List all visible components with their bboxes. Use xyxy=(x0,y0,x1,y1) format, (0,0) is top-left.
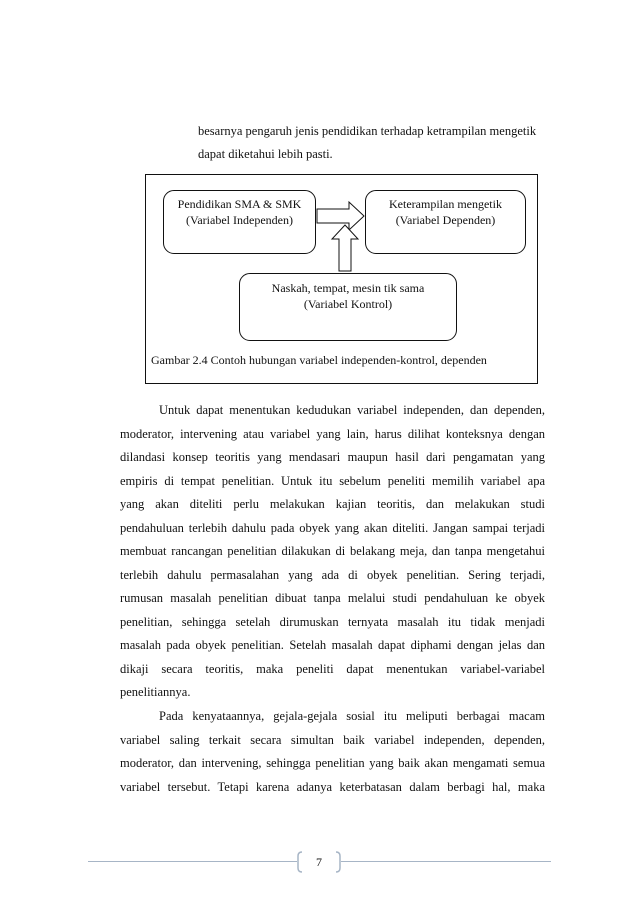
page-number: 7 xyxy=(316,855,322,869)
right-bracket-icon xyxy=(335,851,341,873)
independent-variable-name: Pendidikan SMA & SMK xyxy=(177,197,302,211)
footer-rule-left xyxy=(88,861,297,862)
paragraph-line: dikaji secara teoritis, maka peneliti dapat menentukan variabel-variabel xyxy=(120,661,545,676)
right-arrow-icon xyxy=(317,202,364,230)
paragraph-line: Pada kenyataannya, gejala-gejala sosial itu meliputi berbagai macam xyxy=(159,709,545,723)
paragraph-line: rumusan masalah penelitian dibuat tanpa melalui studi pendahuluan ke obyek xyxy=(120,591,545,605)
figure-caption: Gambar 2.4 Contoh hubungan variabel independen-kontrol, dependen xyxy=(151,353,487,367)
paragraph-line: membuat rancangan penelitian dilakukan di belakang meja, dan tanpa mengetahui xyxy=(120,544,545,558)
paragraph-line: moderator, intervening atau variabel yang lain, harus dilihat konteksnya dengan xyxy=(120,426,545,441)
paragraph-line: pendahuluan terlebih dahulu pada obyek yang akan diteliti. Jangan sampai terjadi xyxy=(120,520,545,535)
dependent-variable-name: Keterampilan mengetik xyxy=(389,197,502,211)
paragraph-line: terlebih dahulu permasalahan yang ada di obyek penelitian. Sering terjadi, xyxy=(120,567,545,582)
paragraph-line: dilandasi konsep teoritis yang mendasari maupun hasil dari pengamatan yang xyxy=(120,450,545,464)
paragraph-line: penelitian, sehingga setelah dirumuskan ternyata masalah itu tidak menjadi xyxy=(120,614,545,629)
paragraph-line: empiris di tempat penelitian. Untuk itu sebelum peneliti memilih variabel apa xyxy=(120,473,545,488)
figure-2-4 xyxy=(145,174,538,384)
paragraph-line: Untuk dapat menentukan kedudukan variabel independen, dan dependen, xyxy=(159,403,545,417)
footer-rule-right xyxy=(341,861,551,862)
intro-line-1: besarnya pengaruh jenis pendidikan terhadap ketrampilan mengetik xyxy=(198,124,537,138)
paragraph-line: yang akan diteliti perlu melakukan kajian teoritis, dan melakukan studi xyxy=(120,497,545,511)
independent-variable-label: (Variabel Independen) xyxy=(186,213,293,227)
paragraph-line: variabel tersebut. Tetapi karena adanya keterbatasan dalam berbagi hal, maka xyxy=(120,779,545,794)
paragraph-2 xyxy=(120,705,545,799)
paragraph-1 xyxy=(120,399,545,705)
intro-line-2: dapat diketahui lebih pasti. xyxy=(198,147,333,161)
control-variable-label: (Variabel Kontrol) xyxy=(303,297,393,311)
paragraph-line: variabel saling terkait secara simultan baik variabel independen, dependen, xyxy=(120,732,545,747)
control-variable-name: Naskah, tempat, mesin tik sama xyxy=(271,281,425,295)
paragraph-line: masalah pada obyek penelitian. Setelah masalah dapat diphami dengan jelas dan xyxy=(120,638,545,652)
paragraph-line: penelitiannya. xyxy=(120,685,191,699)
paragraph-line: moderator, dan intervening, sehingga penelitian yang baik akan mengamati semua xyxy=(120,756,545,770)
up-arrow-icon xyxy=(332,225,358,271)
dependent-variable-label: (Variabel Dependen) xyxy=(395,213,496,227)
